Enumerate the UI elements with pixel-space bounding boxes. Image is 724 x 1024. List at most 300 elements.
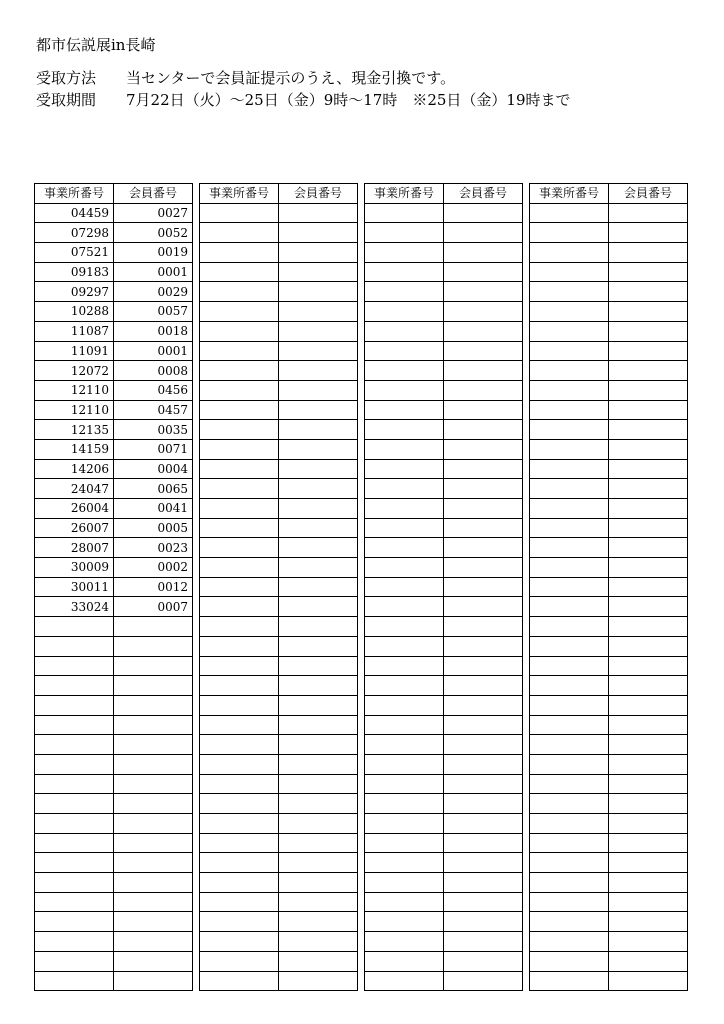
member-number-cell [279,558,358,578]
member-number-cell [279,262,358,282]
office-number-cell [530,853,609,873]
table-row [365,420,523,440]
member-number-cell [609,735,688,755]
member-number-cell [609,853,688,873]
office-number-cell [530,676,609,696]
table-row [200,794,358,814]
member-number-cell: 0029 [114,282,193,302]
member-number-cell [279,754,358,774]
member-number-cell [609,636,688,656]
table-row [365,971,523,991]
member-number-cell [609,243,688,263]
table-row [530,892,688,912]
table-row [200,912,358,932]
member-number-cell [279,459,358,479]
table-row [365,558,523,578]
member-number-cell [279,518,358,538]
office-number-cell [200,597,279,617]
table-row [530,636,688,656]
table-row [530,479,688,499]
member-number-cell [279,203,358,223]
table-row [530,439,688,459]
office-number-cell [530,873,609,893]
office-number-cell [365,400,444,420]
table-row [35,321,193,341]
office-number-cell [530,636,609,656]
office-number-cell [35,814,114,834]
office-number-cell [365,754,444,774]
table-row [365,597,523,617]
office-number-cell: 04459 [35,203,114,223]
office-number-cell [365,223,444,243]
table-row [530,617,688,637]
member-number-cell [279,321,358,341]
table-row [200,892,358,912]
table-row [200,774,358,794]
office-number-cell: 24047 [35,479,114,499]
office-number-cell [530,577,609,597]
table-row [530,774,688,794]
table-row [530,715,688,735]
office-number-cell [365,499,444,519]
member-number-cell: 0001 [114,341,193,361]
pickup-period-label: 受取期間 [36,91,97,109]
table-row [200,420,358,440]
table-row [365,380,523,400]
table-row [530,597,688,617]
member-number-cell [444,262,523,282]
member-number-header: 会員番号 [609,184,688,204]
table-row [200,380,358,400]
office-number-cell [35,794,114,814]
table-row [200,400,358,420]
office-number-cell [200,282,279,302]
table-row [365,695,523,715]
office-number-cell [200,341,279,361]
table-row [35,577,193,597]
office-number-cell [365,636,444,656]
office-number-cell [200,932,279,952]
office-number-cell [35,715,114,735]
member-number-cell [609,597,688,617]
pickup-method [36,68,455,88]
table-row [35,597,193,617]
table-row [35,617,193,637]
member-number-cell [609,892,688,912]
table-row [200,439,358,459]
office-number-cell [530,380,609,400]
table-row [530,380,688,400]
office-number-cell [365,518,444,538]
table-row [530,243,688,263]
member-number-cell [609,262,688,282]
table-row [530,262,688,282]
table-row [365,262,523,282]
office-number-cell [200,479,279,499]
member-number-cell: 0052 [114,223,193,243]
member-number-cell: 0057 [114,302,193,322]
table-row [200,735,358,755]
office-number-cell [35,892,114,912]
office-number-cell [365,794,444,814]
table-row [530,341,688,361]
member-number-cell [114,873,193,893]
office-number-cell: 28007 [35,538,114,558]
member-number-cell [609,538,688,558]
table-row [365,636,523,656]
table-row [35,912,193,932]
office-number-cell [530,715,609,735]
table-row [35,558,193,578]
member-number-cell [279,932,358,952]
table-row [200,617,358,637]
office-number-cell [365,243,444,263]
office-number-cell: 07521 [35,243,114,263]
table-row [365,794,523,814]
office-number-cell [200,558,279,578]
member-number-header: 会員番号 [114,184,193,204]
office-number-cell: 12135 [35,420,114,440]
member-table-2 [199,183,358,991]
office-number-cell [365,439,444,459]
office-number-cell: 12110 [35,380,114,400]
office-number-header: 事業所番号 [35,184,114,204]
table-row [365,754,523,774]
member-number-cell [114,636,193,656]
table-row [200,951,358,971]
office-number-cell [200,853,279,873]
table-row [530,558,688,578]
table-row [35,538,193,558]
office-number-cell [365,577,444,597]
office-number-cell: 30009 [35,558,114,578]
office-number-cell [35,617,114,637]
member-number-cell [279,971,358,991]
office-number-cell [530,262,609,282]
table-row [365,400,523,420]
table-row [530,282,688,302]
table-row [200,636,358,656]
member-number-cell [609,302,688,322]
member-number-cell [444,971,523,991]
member-number-cell: 0008 [114,361,193,381]
member-number-cell [279,774,358,794]
office-number-cell [530,420,609,440]
member-number-cell [279,636,358,656]
office-number-header: 事業所番号 [200,184,279,204]
page-title: 都市伝説展in長崎 [36,36,156,54]
office-number-cell [365,361,444,381]
member-number-cell [444,597,523,617]
member-number-cell [279,676,358,696]
office-number-cell [200,518,279,538]
office-number-cell: 26007 [35,518,114,538]
office-number-cell [35,971,114,991]
table-row [35,814,193,834]
member-number-cell [444,814,523,834]
member-number-cell: 0456 [114,380,193,400]
member-number-cell [444,282,523,302]
office-number-cell [200,794,279,814]
table-row [35,735,193,755]
table-row [365,951,523,971]
member-number-cell [114,833,193,853]
office-number-cell [35,912,114,932]
office-number-cell [35,853,114,873]
table-row [530,302,688,322]
table-row [365,912,523,932]
member-number-cell [444,774,523,794]
office-number-cell [35,932,114,952]
member-number-cell [444,932,523,952]
office-number-cell [530,597,609,617]
office-number-cell [530,538,609,558]
table-row [35,951,193,971]
member-number-cell [609,499,688,519]
member-number-cell [609,794,688,814]
table-header-row [530,184,688,204]
member-number-cell [444,951,523,971]
table-row [35,400,193,420]
table-row [35,361,193,381]
table-row [35,203,193,223]
office-number-cell [530,735,609,755]
member-number-cell [609,518,688,538]
member-number-cell [444,558,523,578]
office-number-cell [530,341,609,361]
table-row [35,853,193,873]
table-row [35,459,193,479]
table-row [35,754,193,774]
office-number-cell [365,892,444,912]
table-row [365,538,523,558]
table-row [530,735,688,755]
table-row [35,479,193,499]
office-number-cell [530,282,609,302]
office-number-cell [200,912,279,932]
table-row [35,380,193,400]
office-number-cell [200,243,279,263]
office-number-cell [365,735,444,755]
table-row [200,518,358,538]
table-row [530,203,688,223]
office-number-cell [200,380,279,400]
office-number-cell [200,400,279,420]
member-number-cell [609,932,688,952]
member-number-cell [114,971,193,991]
office-number-cell [530,833,609,853]
table-row [200,341,358,361]
office-number-cell [530,814,609,834]
table-row [35,341,193,361]
member-number-cell: 0001 [114,262,193,282]
table-row [35,420,193,440]
member-number-cell [279,656,358,676]
member-number-cell [444,321,523,341]
table-row [35,676,193,696]
member-number-cell: 0004 [114,459,193,479]
office-number-cell [365,656,444,676]
office-number-cell [35,951,114,971]
office-number-cell [530,361,609,381]
member-table-1 [34,183,193,991]
office-number-cell [530,439,609,459]
office-number-cell: 12110 [35,400,114,420]
office-number-cell [530,223,609,243]
table-row [35,243,193,263]
member-number-cell [279,361,358,381]
table-row [365,932,523,952]
office-number-cell [200,676,279,696]
member-number-cell [114,617,193,637]
office-number-cell [365,459,444,479]
member-number-cell [279,499,358,519]
office-number-cell [35,735,114,755]
table-row [365,617,523,637]
office-number-cell [200,971,279,991]
member-number-header: 会員番号 [279,184,358,204]
member-number-cell: 0012 [114,577,193,597]
member-number-cell [279,538,358,558]
office-number-cell [200,361,279,381]
office-number-cell [200,203,279,223]
member-number-cell [609,617,688,637]
member-number-cell [279,243,358,263]
table-row [530,873,688,893]
table-row [365,853,523,873]
table-row [530,361,688,381]
member-number-header: 会員番号 [444,184,523,204]
member-number-cell [609,695,688,715]
office-number-cell [365,420,444,440]
table-row [530,656,688,676]
table-row [365,774,523,794]
office-number-cell [530,656,609,676]
table-row [35,833,193,853]
table-row [365,302,523,322]
member-number-cell [609,203,688,223]
office-number-cell [530,302,609,322]
member-number-cell [114,754,193,774]
member-number-cell: 0027 [114,203,193,223]
member-number-cell [114,774,193,794]
office-number-cell: 09297 [35,282,114,302]
member-number-cell [279,439,358,459]
member-number-cell [444,676,523,696]
table-row [200,203,358,223]
office-number-cell [200,873,279,893]
member-number-cell [444,420,523,440]
table-row [200,833,358,853]
table-header-row [365,184,523,204]
table-row [365,715,523,735]
member-number-cell [279,833,358,853]
member-number-cell [279,873,358,893]
table-header-row [35,184,193,204]
table-row [365,479,523,499]
member-number-cell [609,715,688,735]
office-number-cell [200,302,279,322]
member-number-cell [444,341,523,361]
member-number-cell [279,302,358,322]
member-number-cell [279,400,358,420]
table-row [200,302,358,322]
member-number-cell [444,518,523,538]
table-row [365,833,523,853]
office-number-cell: 12072 [35,361,114,381]
office-number-cell: 11091 [35,341,114,361]
office-number-cell [200,774,279,794]
member-number-cell [279,380,358,400]
table-row [200,971,358,991]
office-number-cell: 07298 [35,223,114,243]
office-number-cell: 14159 [35,439,114,459]
member-number-cell [444,833,523,853]
table-row [35,302,193,322]
office-number-cell [365,873,444,893]
office-number-cell: 10288 [35,302,114,322]
member-number-cell [609,459,688,479]
table-row [530,518,688,538]
office-number-cell [200,636,279,656]
member-number-cell [114,695,193,715]
pickup-period [36,90,571,110]
member-number-cell [279,479,358,499]
table-header-row [200,184,358,204]
office-number-cell [365,695,444,715]
table-row [200,558,358,578]
member-number-cell [279,853,358,873]
table-row [200,321,358,341]
table-row [35,499,193,519]
office-number-cell [200,754,279,774]
office-number-header: 事業所番号 [365,184,444,204]
member-number-cell [444,439,523,459]
office-number-cell [530,243,609,263]
member-number-cell [444,853,523,873]
table-row [365,577,523,597]
member-number-cell [444,203,523,223]
table-row [200,814,358,834]
member-number-cell [114,715,193,735]
table-row [530,912,688,932]
table-row [365,439,523,459]
office-number-cell [200,321,279,341]
office-number-cell [530,932,609,952]
office-number-cell [530,794,609,814]
member-number-cell: 0002 [114,558,193,578]
member-number-cell [114,951,193,971]
office-number-cell: 14206 [35,459,114,479]
office-number-cell [35,873,114,893]
member-number-cell [444,794,523,814]
member-number-cell [609,439,688,459]
office-number-cell [530,695,609,715]
office-number-cell [365,774,444,794]
table-row [530,814,688,834]
member-number-cell [444,735,523,755]
table-row [200,243,358,263]
office-number-cell [365,380,444,400]
table-row [35,873,193,893]
table-row [365,656,523,676]
table-row [200,262,358,282]
office-number-cell [530,203,609,223]
office-number-cell [200,951,279,971]
table-row [530,833,688,853]
office-number-cell [365,302,444,322]
member-number-cell [609,321,688,341]
